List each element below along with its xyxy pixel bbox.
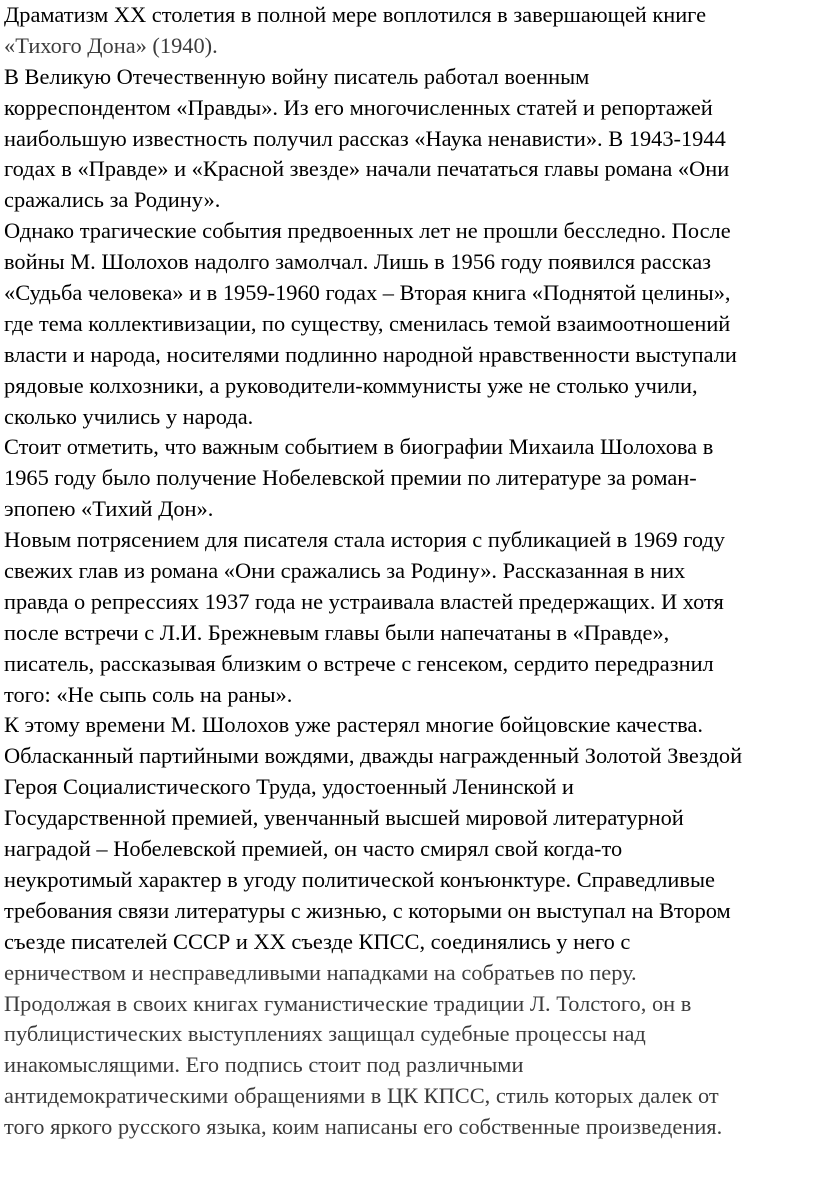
- text-line: свежих глав из романа «Они сражались за Родину». Рассказанная в них: [4, 558, 686, 584]
- text-line: власти и народа, носителями подлинно народной нравственности выступали: [4, 341, 737, 367]
- text-line: рядовые колхозники, а руководители-коммунисты уже не столько учили,: [4, 372, 698, 398]
- document-page: [4, 0, 812, 1143]
- text-line: требования связи литературы с жизнью, с которыми он выступал на Втором: [4, 897, 731, 923]
- text-line: Однако трагические события предвоенных лет не прошли бесследно. После: [4, 218, 731, 244]
- text-line: публицистических выступлениях защищал судебные процессы над: [4, 1021, 646, 1047]
- text-line: «Судьба человека» и в 1959-1960 годах – Вторая книга «Поднятой целины»,: [4, 280, 731, 306]
- text-line: Стоит отметить, что важным событием в биографии Михаила Шолохова в: [4, 434, 714, 460]
- text-line: правда о репрессиях 1937 года не устраивала властей предержащих. И хотя: [4, 588, 724, 614]
- text-line: где тема коллективизации, по существу, сменилась темой взаимоотношений: [4, 310, 731, 336]
- paragraph-postwar-silence: [4, 216, 812, 432]
- text-line: годах в «Правде» и «Красной звезде» начали печататься главы романа «Они: [4, 156, 730, 182]
- paragraph-lost-qualities: [4, 710, 812, 988]
- text-line: корреспондентом «Правды». Из его многочисленных статей и репортажей: [4, 94, 713, 120]
- text-line: наградой – Нобелевской премией, он часто смирял свой когда-то: [4, 836, 623, 862]
- text-line: сколько учились у народа.: [4, 403, 254, 429]
- text-line: Продолжая в своих книгах гуманистические традиции Л. Толстого, он в: [4, 990, 692, 1016]
- text-line: В Великую Отечественную войну писатель работал военным: [4, 63, 590, 89]
- text-line: наибольшую известность получил рассказ «Наука ненависти». В 1943-1944: [4, 125, 726, 151]
- paragraph-humanist-traditions: [4, 989, 812, 1143]
- text-line: после встречи с Л.И. Брежневым главы были напечатаны в «Правде»,: [4, 619, 670, 645]
- text-line: того: «Не сыпь соль на раны».: [4, 681, 293, 707]
- text-line: Новым потрясением для писателя стала история с публикацией в 1969 году: [4, 527, 725, 553]
- text-line: Обласканный партийными вождями, дважды награжденный Золотой Звездой: [4, 743, 743, 769]
- text-line: Государственной премией, увенчанный высшей мировой литературной: [4, 805, 684, 831]
- text-line: 1965 году было получение Нобелевской премии по литературе за роман-: [4, 465, 697, 491]
- text-line: К этому времени М. Шолохов уже растерял многие бойцовские качества.: [4, 712, 703, 738]
- text-line: писатель, рассказывая близким о встрече с генсеком, сердито передразнил: [4, 650, 714, 676]
- text-line: ерничеством и несправедливыми нападками на собратьев по перу.: [4, 959, 637, 985]
- text-line: съезде писателей СССР и XX съезде КПСС, соединялись у него с: [4, 928, 631, 954]
- text-line: «Тихого Дона» (1940).: [4, 32, 218, 58]
- text-line: Героя Социалистического Труда, удостоенный Ленинской и: [4, 774, 574, 800]
- text-line: антидемократическими обращениями в ЦК КПСС, стиль которых далек от: [4, 1083, 719, 1109]
- text-line: инакомыслящими. Его подпись стоит под различными: [4, 1052, 524, 1078]
- text-line: эпопею «Тихий Дон».: [4, 496, 214, 522]
- paragraph-nobel-prize: [4, 432, 812, 525]
- paragraph-war-correspondent: [4, 62, 812, 216]
- text-line: сражались за Родину».: [4, 187, 221, 213]
- paragraph-tikhiy-don-final-book: [4, 0, 812, 62]
- text-line: войны М. Шолохов надолго замолчал. Лишь в 1956 году появился рассказ: [4, 249, 711, 275]
- text-line: Драматизм XX столетия в полной мере воплотился в завершающей книге: [4, 2, 707, 27]
- text-line: неукротимый характер в угоду политической конъюнктуре. Справедливые: [4, 866, 715, 892]
- text-line: того яркого русского языка, коим написаны его собственные произведения.: [4, 1114, 723, 1140]
- paragraph-1969-publication: [4, 525, 812, 710]
